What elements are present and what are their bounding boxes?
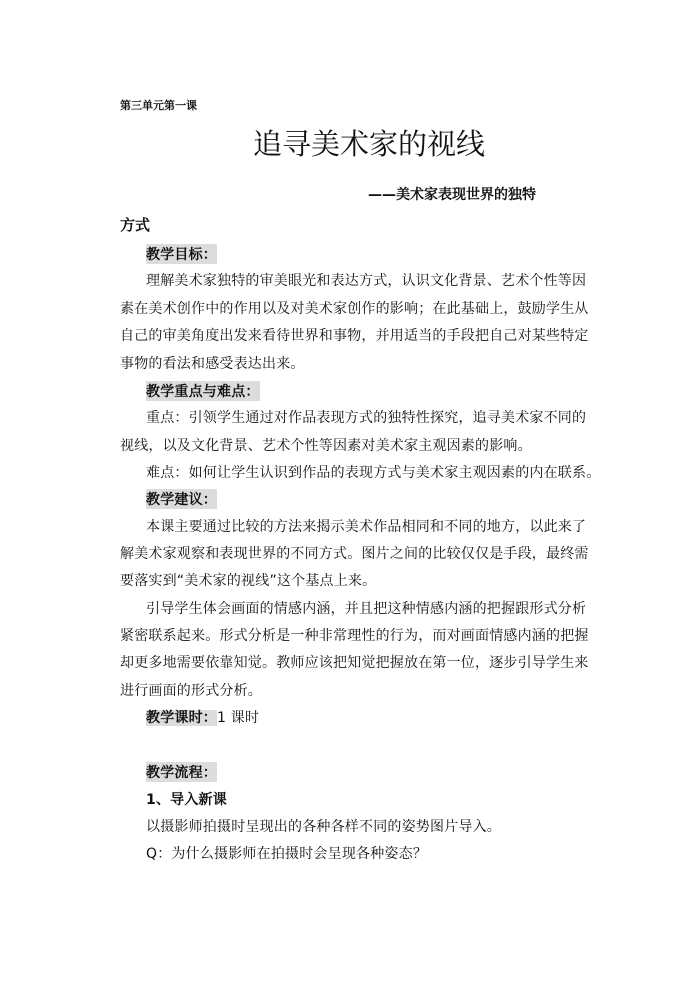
advice-line: 要落实到“美术家的视线”这个基点上来。 <box>120 573 377 589</box>
advice-line: 本课主要通过比较的方法来揭示美术作品相同和不同的地方，以此来了 <box>146 519 587 535</box>
objectives-line: 理解美术家独特的审美眼光和表达方式，认识文化背景、艺术个性等因 <box>146 273 587 289</box>
unit-label: 第三单元第一课 <box>120 99 197 112</box>
objectives-line: 素在美术创作中的作用以及对美术家创作的影响；在此基础上，鼓励学生从 <box>120 301 589 317</box>
keypoints-heading: 教学重点与难点： <box>146 381 260 401</box>
objectives-line: 自己的审美角度出发来看待世界和事物，并用适当的手段把自己对某些特定 <box>120 328 589 344</box>
keypoints-line: 重点：引领学生通过对作品表现方式的独特性探究，追寻美术家不同的 <box>146 410 587 426</box>
step1-line: 以摄影师拍摄时呈现出的各种各样不同的姿势图片导入。 <box>146 819 501 835</box>
keypoints-line: 视线，以及文化背景、艺术个性等因素对美术家主观因素的影响。 <box>120 438 532 454</box>
advice-line: 解美术家观察和表现世界的不同方式。图片之间的比较仅仅是手段，最终需 <box>120 546 589 562</box>
subtitle-line-2: 方式 <box>120 216 151 234</box>
hours-row <box>146 707 259 727</box>
step1-heading: 1、导入新课 <box>146 792 227 808</box>
advice-line: 引导学生体会画面的情感内涵，并且把这种情感内涵的把握跟形式分析 <box>146 601 587 617</box>
hours-value: 1 课时 <box>217 710 260 726</box>
flow-heading: 教学流程： <box>146 762 217 782</box>
step1-line: Q：为什么摄影师在拍摄时会呈现各种姿态？ <box>146 846 428 862</box>
advice-line: 却更多地需要依靠知觉。教师应该把知觉把握放在第一位，逐步引导学生来 <box>120 655 589 671</box>
subtitle-line-1: ——美术家表现世界的独特 <box>368 187 536 203</box>
objectives-line: 事物的看法和感受表达出来。 <box>120 356 305 372</box>
keypoints-line: 难点：如何让学生认识到作品的表现方式与美术家主观因素的内在联系。 <box>146 465 601 481</box>
hours-heading: 教学课时： <box>146 710 217 726</box>
advice-line: 进行画面的形式分析。 <box>120 683 262 699</box>
objectives-heading: 教学目标： <box>146 244 217 264</box>
advice-heading: 教学建议： <box>146 489 217 509</box>
page-title: 追寻美术家的视线 <box>253 127 486 161</box>
advice-line: 紧密联系起来。形式分析是一种非常理性的行为，而对画面情感内涵的把握 <box>120 628 589 644</box>
